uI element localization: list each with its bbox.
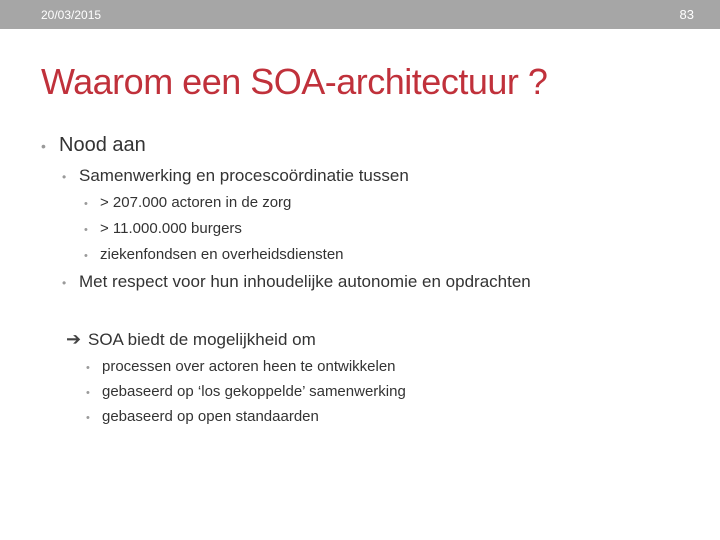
bullet-icon: • [86,362,90,374]
arrow-text: SOA biedt de mogelijkheid om [88,330,316,349]
bullet-text: > 11.000.000 burgers [100,220,242,237]
bullet-text: > 207.000 actoren in de zorg [100,194,292,211]
bullet-text: processen over actoren heen te ontwikkelen [102,358,396,375]
header-bar [0,0,720,29]
slide-number: 83 [679,7,694,22]
slide-date: 20/03/2015 [41,8,102,22]
bullet-level3 [86,408,319,425]
bullet-text: ziekenfondsen en overheidsdiensten [100,246,344,263]
bullet-text: gebaseerd op open standaarden [102,408,319,425]
bullet-icon: • [62,170,67,184]
bullet-level3 [84,246,344,263]
bullet-level2 [62,166,409,186]
bullet-level3 [86,358,396,375]
bullet-level2 [62,272,531,292]
arrow-line [66,329,316,350]
bullet-text: Nood aan [59,134,146,156]
bullet-icon: • [86,387,90,399]
bullet-icon: • [86,412,90,424]
bullet-text: gebaseerd op ‘los gekoppelde’ samenwerking [102,383,406,400]
bullet-icon: • [62,276,67,290]
arrow-right-icon: ➔ [66,329,82,349]
bullet-icon: • [84,224,88,236]
bullet-level3 [84,194,291,211]
bullet-icon: • [84,198,88,210]
bullet-level3 [86,383,406,400]
bullet-icon: • [41,138,46,154]
slide-title: Waarom een SOA-architectuur ? [41,61,548,102]
bullet-text: Met respect voor hun inhoudelijke autonomie en opdrachten [79,272,531,291]
bullet-level3 [84,220,242,237]
bullet-icon: • [84,250,88,262]
bullet-level1 [41,134,146,157]
bullet-text: Samenwerking en procescoördinatie tussen [79,166,409,185]
